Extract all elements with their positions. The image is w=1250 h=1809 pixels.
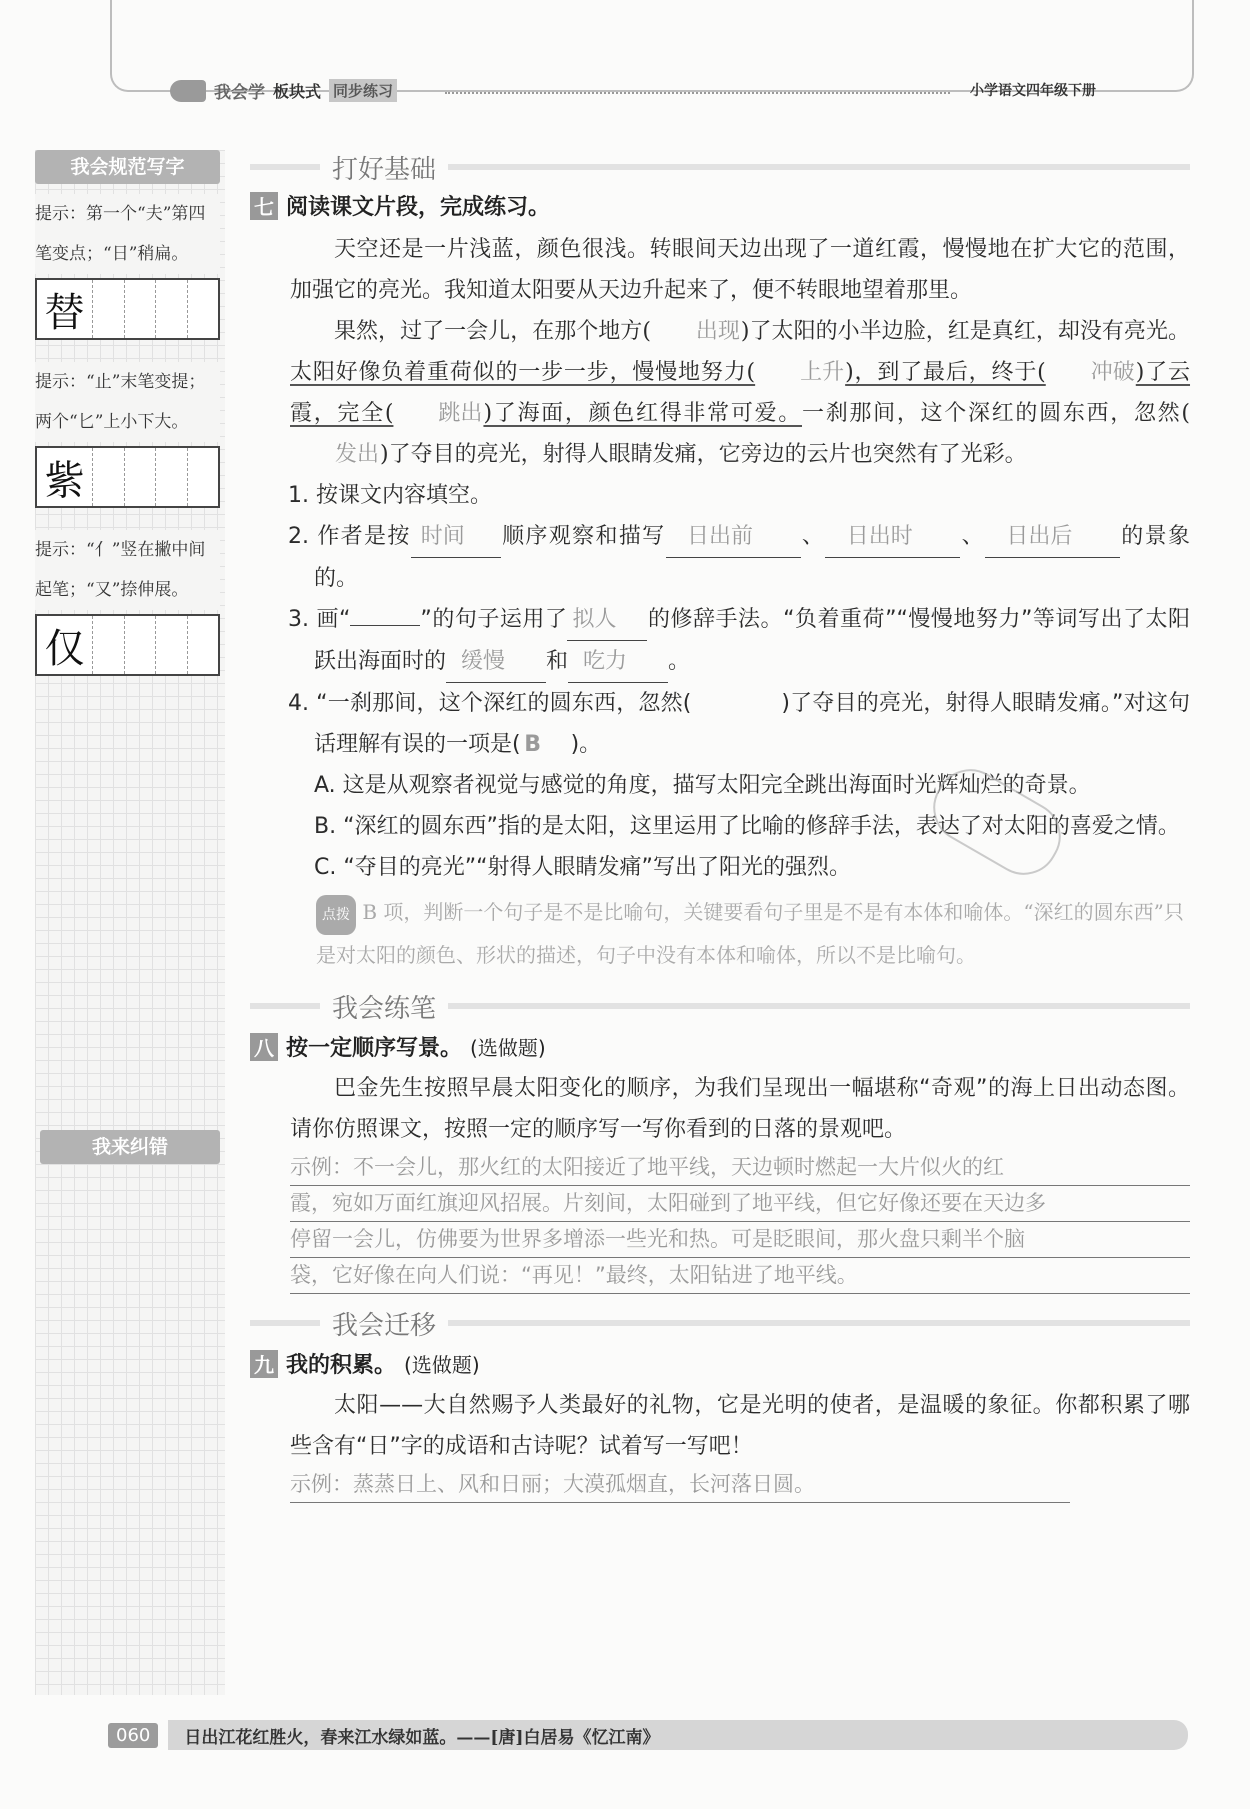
text: 一刹那间，这个深红的圆东西，忽然( (802, 401, 1190, 426)
passage-p2 (290, 311, 1190, 475)
tab-writing: 我会规范写字 (35, 150, 220, 184)
sub-q2 (288, 516, 1190, 599)
blank-cell[interactable] (188, 280, 218, 338)
blank-cell[interactable] (125, 448, 156, 506)
underline-sample (350, 625, 420, 626)
write-line[interactable]: 示例：不一会儿，那火红的太阳接近了地平线，天边顿时燃起一大片似火的红 (290, 1150, 1190, 1186)
header-label-a: 板块式 (273, 82, 322, 101)
blank-cell[interactable] (156, 280, 187, 338)
question-title: 阅读课文片段，完成练习。 (286, 195, 551, 220)
question-number: 八 (250, 1033, 278, 1061)
text: 太阳好像负着重荷似的一步一步，慢慢地努力( (290, 360, 756, 385)
hint-2: 提示：“止”末笔变提；两个“匕”上小下大。 (35, 362, 220, 442)
blank-cell[interactable] (93, 280, 124, 338)
question-title: 按一定顺序写景。 (286, 1036, 463, 1061)
section-practice-header (250, 987, 1190, 1025)
answer-blank[interactable]: 拟人 (567, 599, 647, 641)
text: 。 (668, 649, 691, 674)
model-char-2: 紫 (37, 448, 93, 506)
blank-cell[interactable] (93, 616, 124, 674)
header-book: 小学语文四年级下册 (970, 83, 1096, 99)
page-number: 060 (108, 1723, 158, 1748)
question-note: (选做题) (470, 1036, 546, 1060)
char-grid-2 (35, 446, 220, 508)
answer-blank[interactable]: B (524, 732, 541, 757)
section-title: 打好基础 (332, 154, 437, 185)
blank-cell[interactable] (188, 616, 218, 674)
char-grid-3 (35, 614, 220, 676)
answer-blank[interactable]: 吃力 (568, 641, 668, 683)
header-label-b: 同步练习 (329, 79, 397, 102)
answer-blank[interactable]: 时间 (411, 516, 501, 558)
text: )了海面，颜色红得非常可爱。 (483, 401, 802, 426)
char-grid-1 (35, 278, 220, 340)
section-basics-header (250, 148, 1190, 186)
text: 顺序观察和描写 (500, 524, 666, 549)
sidebar (35, 150, 225, 1695)
model-char-3: 仅 (37, 616, 93, 674)
blank-cell[interactable] (188, 448, 218, 506)
answer-blank[interactable]: 发出 (334, 442, 379, 467)
section-transfer-header (250, 1304, 1190, 1342)
sub-q4 (288, 683, 1190, 765)
header-divider (445, 92, 950, 94)
q9-prompt: 太阳——大自然赐予人类最好的礼物，它是光明的使者，是温暖的象征。你都积累了哪些含有“日”字的成语和古诗呢？试着写一写吧！ (290, 1393, 1190, 1459)
text: )了云霞，完全( (290, 360, 1191, 426)
sub-q1: 1. 按课文内容填空。 (288, 483, 492, 508)
text: )了太阳的小半边脸，红是真红，却没有亮光。 (740, 319, 1190, 344)
question-number: 七 (250, 192, 278, 220)
sub-q3 (288, 599, 1190, 683)
text: 2. 作者是按 (288, 524, 411, 549)
tip-text: B 项，判断一个句子是不是比喻句，关键要看句子里是不是有本体和喻体。“深红的圆东西”只是对太阳的颜色、形状的描述，句子中没有本体和喻体，所以不是比喻句。 (316, 900, 1184, 967)
q8-prompt: 巴金先生按照早晨太阳变化的顺序，为我们呈现出一幅堪称“奇观”的海上日出动态图。请你仿照课文，按照一定的顺序写一写你看到的日落的景观吧。 (290, 1076, 1190, 1142)
answer-blank[interactable]: 跳出 (438, 401, 483, 426)
tip-box (316, 892, 1190, 975)
text: 的修辞手法。“负着重荷”“慢慢地努力”等词写出了太阳跃出海面时的 (314, 607, 1190, 674)
header-brand: 我会学 (214, 83, 265, 103)
q8-answer-lines[interactable] (290, 1150, 1190, 1294)
answer-blank[interactable]: 日出后 (985, 516, 1120, 558)
blank-cell[interactable] (93, 448, 124, 506)
write-line[interactable]: 袋，它好像在向人们说：“再见！”最终，太阳钻进了地平线。 (290, 1258, 1190, 1294)
text: ”的句子运用了 (420, 607, 568, 632)
passage-p1: 天空还是一片浅蓝，颜色很浅。转眼间天边出现了一道红霞，慢慢地在扩大它的范围，加强它的亮光。我知道太阳要从天边升起来了，便不转眼地望着那里。 (290, 237, 1190, 303)
question-number: 九 (250, 1350, 278, 1378)
q8-header (250, 1031, 1190, 1062)
option-a[interactable]: A. 这是从观察者视觉与感觉的角度，描写太阳完全跳出海面时光辉灿烂的奇景。 (314, 773, 1091, 798)
blank-cell[interactable] (156, 616, 187, 674)
text: 、 (960, 524, 985, 549)
section-title: 我会迁移 (332, 1310, 437, 1341)
answer-blank[interactable]: 上升 (800, 360, 845, 385)
footer (108, 1718, 1188, 1752)
blank-cell[interactable] (156, 448, 187, 506)
text: 3. 画“ (288, 607, 351, 632)
question-title: 我的积累。 (286, 1353, 397, 1378)
q9-answer-line[interactable]: 示例：蒸蒸日上、风和日丽；大漠孤烟直，长河落日圆。 (290, 1467, 1070, 1503)
hint-3: 提示：“亻”竖在撇中间起笔；“又”捺伸展。 (35, 530, 220, 610)
question-note: (选做题) (404, 1353, 480, 1377)
option-c[interactable]: C. “夺目的亮光”“射得人眼睛发痛”写出了阳光的强烈。 (314, 855, 851, 880)
text: )。 (570, 732, 602, 757)
header-brand-group (170, 78, 397, 103)
text: )，到了最后，终于( (845, 360, 1046, 385)
text: )了夺目的亮光，射得人眼睛发痛，它旁边的云片也突然有了光彩。 (380, 442, 1027, 467)
q9-header (250, 1348, 1190, 1379)
answer-blank[interactable]: 冲破 (1090, 360, 1135, 385)
tip-icon: 点拨 (316, 895, 356, 935)
blank-cell[interactable] (125, 616, 156, 674)
text: 、 (800, 524, 826, 549)
model-char-1: 替 (37, 280, 93, 338)
answer-blank[interactable]: 日出时 (825, 516, 960, 558)
answer-blank[interactable]: 缓慢 (446, 641, 546, 683)
horn-logo-icon (170, 80, 206, 102)
section-title: 我会练笔 (332, 993, 437, 1024)
blank-cell[interactable] (125, 280, 156, 338)
answer-blank[interactable]: 出现 (695, 319, 740, 344)
write-line[interactable]: 停留一会儿，仿佛要为世界多增添一些光和热。可是眨眼间，那火盘只剩半个脑 (290, 1222, 1190, 1258)
answer-blank[interactable]: 日出前 (666, 516, 801, 558)
tab-correct: 我来纠错 (40, 1130, 220, 1164)
text: 果然，过了一会儿，在那个地方( (334, 319, 651, 344)
text: 的景象的。 (314, 524, 1190, 591)
hint-1: 提示：第一个“夫”第四笔变点；“日”稍扁。 (35, 194, 220, 274)
text: 4. “一刹那间，这个深红的圆东西，忽然( (288, 691, 692, 716)
q7-header (250, 190, 1190, 221)
write-line[interactable]: 霞，宛如万面红旗迎风招展。片刻间，太阳碰到了地平线，但它好像还要在天边多 (290, 1186, 1190, 1222)
text: )了夺目的亮光，射得人眼睛发痛。”对这句话理解有误的一项是( (314, 691, 1191, 757)
text: 和 (546, 649, 569, 674)
option-b[interactable]: B. “深红的圆东西”指的是太阳，这里运用了比喻的修辞手法，表达了对太阳的喜爱之情。 (314, 814, 1180, 839)
footer-quote: 日出江花红胜火，春来江水绿如蓝。——[唐]白居易《忆江南》 (168, 1720, 1188, 1750)
